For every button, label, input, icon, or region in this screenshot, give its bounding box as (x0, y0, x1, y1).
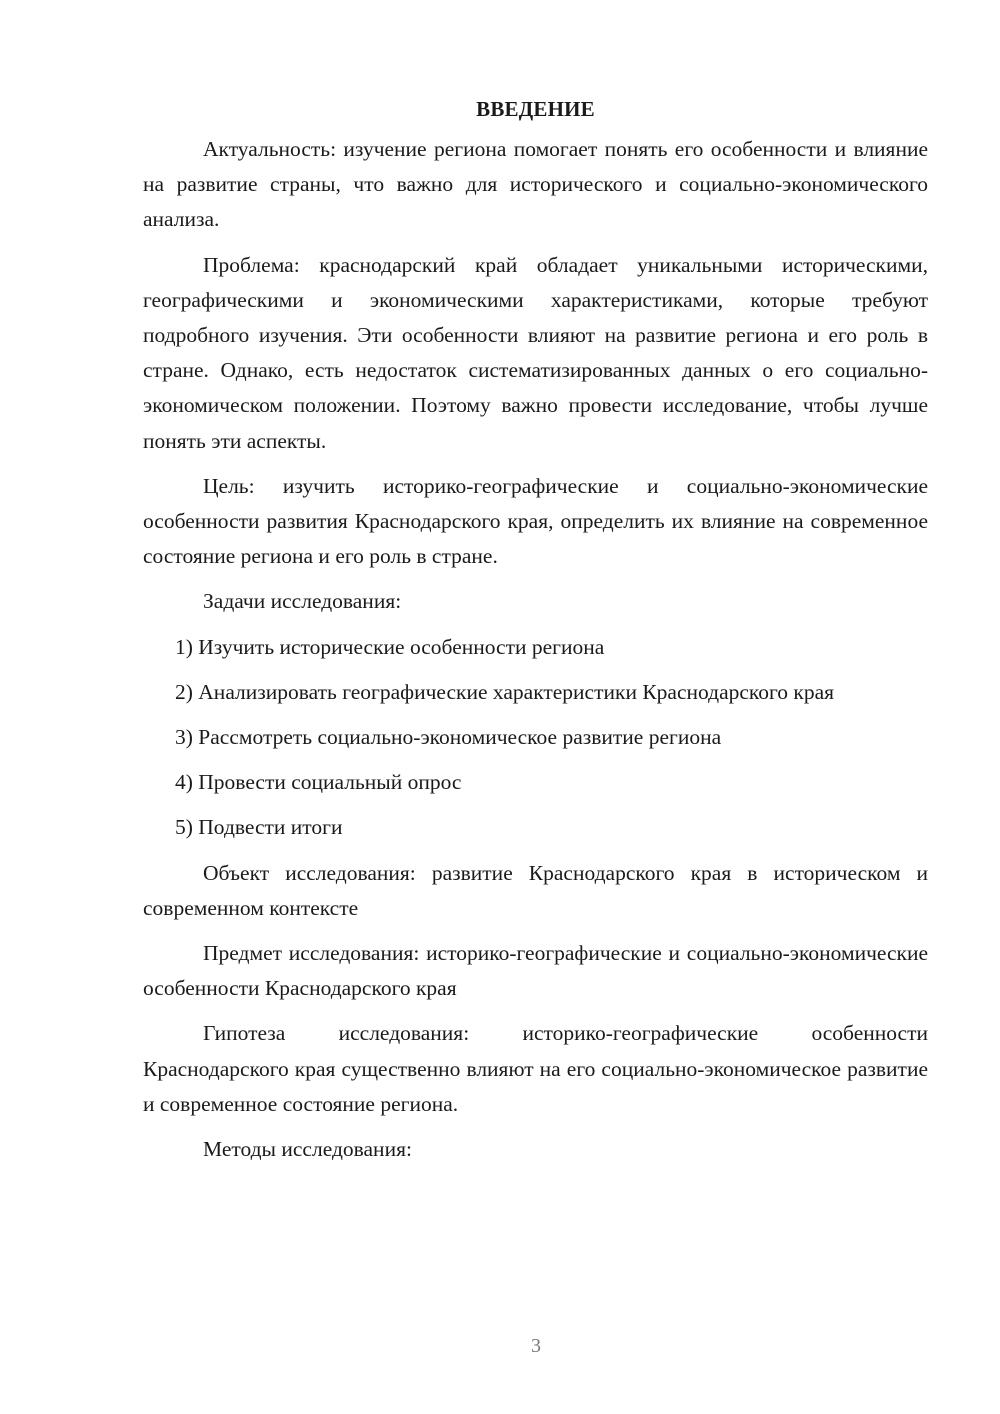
paragraph-methods: Методы исследования: (203, 1137, 412, 1162)
paragraph-object: Объект исследования: развитие Краснодарского края в историческом и современном контексте (143, 860, 928, 920)
paragraph-problem: Проблема: краснодарский край обладает уникальными историческими, географическими и экономическими характеристиками, которые требуют подробного изучения. Эти особенности влияют на развитие региона и его роль в стране. Однако, есть недостаток систематизированных данных о его социально-экономическом положении. Поэтому важно провести исследование, чтобы лучше понять эти аспекты. (143, 252, 928, 453)
task-item-4: 4) Провести социальный опрос (175, 770, 462, 795)
paragraph-relevance: Актуальность: изучение региона помогает понять его особенности и влияние на развитие страны, что важно для исторического и социально-экономического анализа. (143, 137, 928, 232)
task-item-1: 1) Изучить исторические особенности региона (175, 634, 605, 659)
paragraph-goal: Цель: изучить историко-географические и социально-экономические особенности развития Краснодарского края, определить их влияние на современное состояние региона и его роль в стране. (143, 473, 928, 569)
document-page (143, 92, 928, 1177)
task-item-5: 5) Подвести итоги (175, 815, 343, 840)
paragraph-hypothesis: Гипотеза исследования: историко-географические особенности Краснодарского края существенно влияют на его социально-экономическое развитие и современное состояние региона. (143, 1021, 928, 1116)
paragraph-tasks-intro: Задачи исследования: (203, 589, 402, 614)
page-number: 3 (531, 1335, 541, 1357)
section-heading: ВВЕДЕНИЕ (476, 97, 595, 121)
task-item-3: 3) Рассмотреть социально-экономическое развитие региона (175, 725, 722, 750)
paragraph-subject: Предмет исследования: историко-географические и социально-экономические особенности Краснодарского края (143, 941, 928, 1001)
task-item-2: 2) Анализировать географические характеристики Краснодарского края (175, 679, 835, 704)
